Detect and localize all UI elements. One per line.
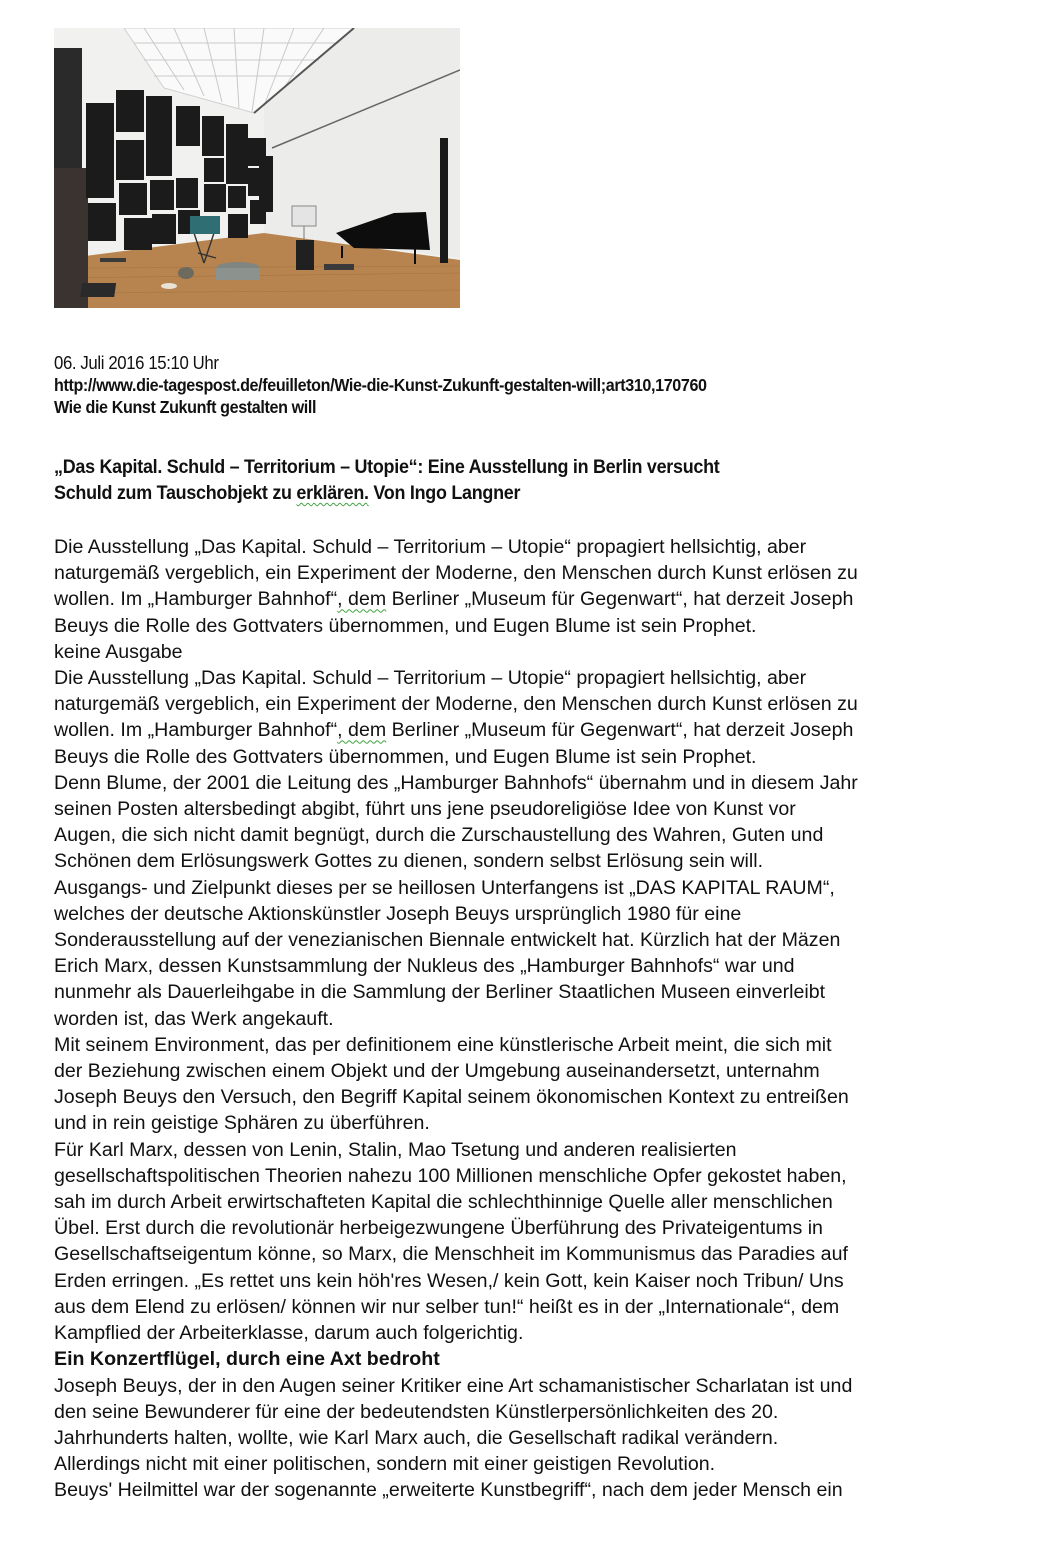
- body-line: naturgemäß vergeblich, ein Experiment der Moderne, den Menschen durch Kunst erlösen zu: [54, 562, 858, 585]
- spellcheck-flag: erklären.: [296, 482, 369, 504]
- body-text: Berliner „Museum für Gegenwart“, hat derzeit Joseph: [386, 719, 854, 742]
- body-line: nunmehr als Dauerleihgabe in die Sammlung der Berliner Staatlichen Museen einverleibt: [54, 981, 826, 1004]
- body-line: welches der deutsche Aktionskünstler Joseph Beuys ursprünglich 1980 für eine: [54, 902, 742, 925]
- article-meta: [54, 352, 1014, 418]
- body-line: Erden erringen. „Es rettet uns kein höh'res Wesen,/ kein Gott, kein Kaiser noch Tribun/ Uns: [54, 1269, 844, 1292]
- lede-text: Von Ingo Langner: [368, 482, 521, 504]
- body-line: der Beziehung zwischen einem Objekt und der Umgebung auseinandersetzt, unternahm: [54, 1060, 820, 1083]
- body-line: worden ist, das Werk angekauft.: [54, 1007, 334, 1030]
- body-line: Augen, die sich nicht damit begnügt, durch die Zurschaustellung des Wahren, Guten und: [54, 824, 824, 847]
- body-line: gesellschaftspolitischen Theorien nahezu 100 Millionen menschliche Opfer gekostet haben,: [54, 1164, 847, 1187]
- body-line: Für Karl Marx, dessen von Lenin, Stalin, Mao Tsetung und anderen realisierten: [54, 1138, 737, 1161]
- body-line: seinen Posten altersbedingt abgibt, führt uns jene pseudoreligiöse Idee von Kunst vor: [54, 798, 796, 821]
- body-line: [54, 586, 1034, 612]
- body-line: Joseph Beuys, der in den Augen seiner Kritiker eine Art schamanistischer Scharlatan ist und: [54, 1374, 853, 1397]
- body-line: Allerdings nicht mit einer politischen, sondern mit einer geistigen Revolution.: [54, 1453, 716, 1476]
- body-line: Sonderausstellung auf der venezianischen Biennale entwickelt hat. Kürzlich hat der Mäzen: [54, 929, 841, 952]
- body-line: Übel. Erst durch die revolutionär herbeigezwungene Überführung des Privateigentums in: [54, 1217, 823, 1240]
- spellcheck-flag: , dem: [337, 588, 387, 611]
- no-output-note: keine Ausgabe: [54, 640, 183, 663]
- body-line: Die Ausstellung „Das Kapital. Schuld – Territorium – Utopie“ propagiert hellsichtig, aber: [54, 667, 807, 690]
- source-url[interactable]: http://www.die-tagespost.de/feuilleton/Wie-die-Kunst-Zukunft-gestalten-will;art310,170760: [54, 375, 707, 395]
- body-line: Die Ausstellung „Das Kapital. Schuld – Territorium – Utopie“ propagiert hellsichtig, aber: [54, 536, 807, 558]
- lede-line: „Das Kapital. Schuld – Territorium – Utopie“: Eine Ausstellung in Berlin versucht: [54, 456, 720, 478]
- body-line: [54, 717, 1034, 743]
- body-text: wollen. Im „Hamburger Bahnhof“: [54, 588, 338, 611]
- body-line: aus dem Elend zu erlösen/ können wir nur selber tun!“ heißt es in der „Internationale“, dem: [54, 1295, 840, 1318]
- body-line: Beuys die Rolle des Gottvaters übernommen, und Eugen Blume ist sein Prophet.: [54, 614, 757, 637]
- body-line: naturgemäß vergeblich, ein Experiment der Moderne, den Menschen durch Kunst erlösen zu: [54, 693, 858, 716]
- body-line: Kampflied der Arbeiterklasse, darum auch folgerichtig.: [54, 1322, 524, 1345]
- publish-date: 06. Juli 2016 15:10 Uhr: [54, 353, 219, 373]
- body-text: wollen. Im „Hamburger Bahnhof“: [54, 719, 338, 742]
- exhibition-photo: [54, 28, 460, 308]
- body-line: Denn Blume, der 2001 die Leitung des „Hamburger Bahnhofs“ übernahm und in diesem Jahr: [54, 771, 858, 794]
- body-line: Mit seinem Environment, das per definitionem eine künstlerische Arbeit meint, die sich mit: [54, 1033, 832, 1056]
- body-line: Ausgangs- und Zielpunkt dieses per se heillosen Unterfangens ist „DAS KAPITAL RAUM“,: [54, 876, 835, 899]
- body-line: den seine Bewunderer für eine der bedeutendsten Künstlerpersönlichkeiten des 20.: [54, 1400, 779, 1423]
- body-line: Jahrhunderts halten, wollte, wie Karl Marx auch, die Gesellschaft radikal verändern.: [54, 1426, 779, 1449]
- body-line: sah im durch Arbeit erwirtschafteten Kapital die schlechthinnige Quelle aller menschlichen: [54, 1191, 833, 1214]
- body-line: Beuys die Rolle des Gottvaters übernommen, und Eugen Blume ist sein Prophet.: [54, 745, 757, 768]
- body-line: Schönen dem Erlösungswerk Gottes zu dienen, sondern selbst Erlösung sein will.: [54, 850, 764, 873]
- body-line: Gesellschaftseigentum könne, so Marx, die Menschheit im Kommunismus das Paradies auf: [54, 1243, 848, 1266]
- article-body: [54, 534, 1034, 1504]
- spellcheck-flag: , dem: [337, 719, 387, 742]
- article-title: Wie die Kunst Zukunft gestalten will: [54, 397, 317, 417]
- exhibition-photo-illustration: [54, 28, 460, 308]
- body-text: Berliner „Museum für Gegenwart“, hat derzeit Joseph: [386, 588, 854, 611]
- body-line: und in rein geistige Sphären zu überführen.: [54, 1112, 430, 1135]
- lede-line: [54, 480, 974, 506]
- article-lede: [54, 454, 1053, 506]
- body-line: Joseph Beuys den Versuch, den Begriff Kapital seinem ökonomischen Kontext zu entreißen: [54, 1086, 849, 1109]
- body-line: Erich Marx, dessen Kunstsammlung der Nukleus des „Hamburger Bahnhofs“ war und: [54, 955, 795, 978]
- body-line: Beuys' Heilmittel war der sogenannte „erweiterte Kunstbegriff“, nach dem jeder Mensch ein: [54, 1479, 843, 1502]
- lede-text: Schuld zum Tauschobjekt zu: [54, 482, 297, 504]
- section-subheading: Ein Konzertflügel, durch eine Axt bedroht: [54, 1348, 440, 1371]
